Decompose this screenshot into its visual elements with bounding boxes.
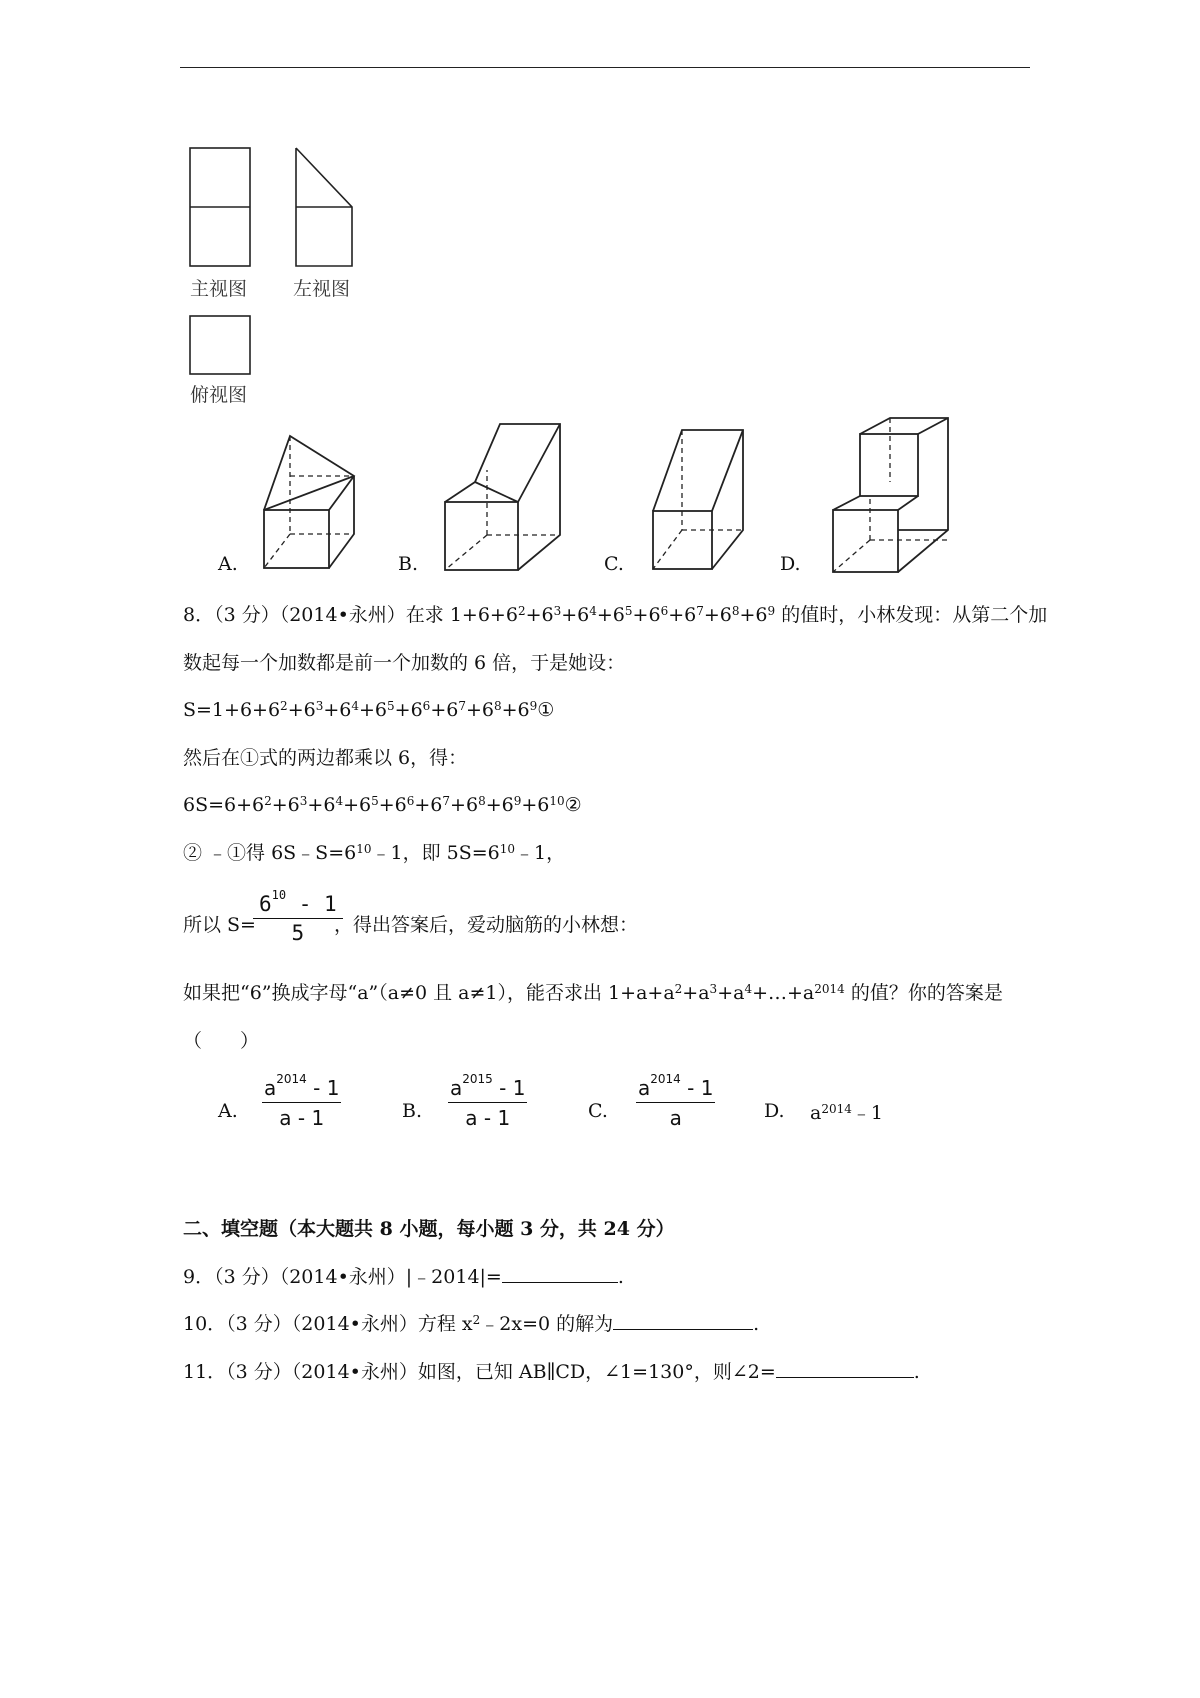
- section2-title: 二、填空题（本大题共 8 小题，每小题 3 分，共 24 分）: [183, 1218, 675, 1240]
- top-view-outline: [190, 316, 250, 374]
- q8-fraction: $\frac{6^{10} - 1}{5}$: [253, 892, 343, 945]
- solid-a: [264, 436, 354, 568]
- q7-option-b-label: B.: [398, 553, 419, 575]
- q10-answer-blank[interactable]: [613, 1311, 753, 1330]
- left-view-label: 左视图: [293, 278, 351, 300]
- q7-option-d-label: D.: [780, 553, 801, 575]
- front-view-label: 主视图: [190, 278, 248, 300]
- top-view-label: 俯视图: [190, 384, 248, 406]
- q8-paren: （ ）: [183, 1030, 260, 1052]
- q8-line6: ② ﹣①得 $6S﹣S=6^{10}﹣1$，即 $5S=6^{10}﹣1$，: [183, 842, 566, 864]
- q8-option-d-label: D.: [764, 1100, 785, 1122]
- q8-line7-pre: 所以 S=: [183, 914, 256, 936]
- q8-option-a-fraction: $\frac{a^{2014} - 1}{a - 1}$: [264, 1072, 340, 1130]
- q7-option-c-label: C.: [604, 553, 624, 575]
- q8-line5: $6S=6+6^2+6^3+6^4+6^5+6^6+6^7+6^8+6^9+6^{10}②$: [183, 794, 582, 816]
- q11: 11．（3 分）（2014•永州）如图，已知 AB∥CD，∠1=130°，则∠2= .: [183, 1361, 920, 1383]
- q8-line1: 8．（3 分）（2014•永州）在求 $1+6+6^2+6^3+6^4+6^5+6^6+6^7+6^8+6^9$ 的值时，小林发现：从第二个加: [183, 604, 1048, 626]
- q9: 9．（3 分）（2014•永州）|﹣2014|= .: [183, 1266, 624, 1288]
- q8-line7-post: ，得出答案后，爱动脑筋的小林想：: [334, 914, 639, 936]
- q8-line3: $S=1+6+6^2+6^3+6^4+6^5+6^6+6^7+6^8+6^9①$: [183, 699, 555, 721]
- q8-option-c-label: C.: [588, 1100, 608, 1122]
- q7-option-a-label: A.: [218, 553, 238, 575]
- q8-option-b-fraction: $\frac{a^{2015} - 1}{a - 1}$: [450, 1072, 526, 1130]
- q8-option-b-label: B.: [402, 1100, 423, 1122]
- solid-b: [445, 424, 560, 570]
- q8-option-d-expression: $a^{2014}﹣1$: [810, 1102, 883, 1124]
- q8-option-a-label: A.: [218, 1100, 238, 1122]
- q11-answer-blank[interactable]: [776, 1359, 914, 1378]
- solid-c: [653, 430, 743, 569]
- solid-d: [833, 418, 948, 572]
- q8-line8: 如果把“6”换成字母“a”（a≠0 且 a≠1），能否求出 $1+a+a^2+a^3+a^4+\dots+a^{2014}$ 的值？你的答案是: [183, 982, 1003, 1004]
- q10: 10．（3 分）（2014•永州）方程 $x^2﹣2x=0$ 的解为 .: [183, 1313, 760, 1335]
- q8-line2: 数起每一个加数都是前一个加数的 6 倍，于是她设：: [183, 652, 626, 674]
- q8-option-c-fraction: $\frac{a^{2014} - 1}{a}$: [638, 1072, 714, 1130]
- q9-answer-blank[interactable]: [502, 1264, 618, 1283]
- q8-line4: 然后在①式的两边都乘以 6，得：: [183, 747, 468, 769]
